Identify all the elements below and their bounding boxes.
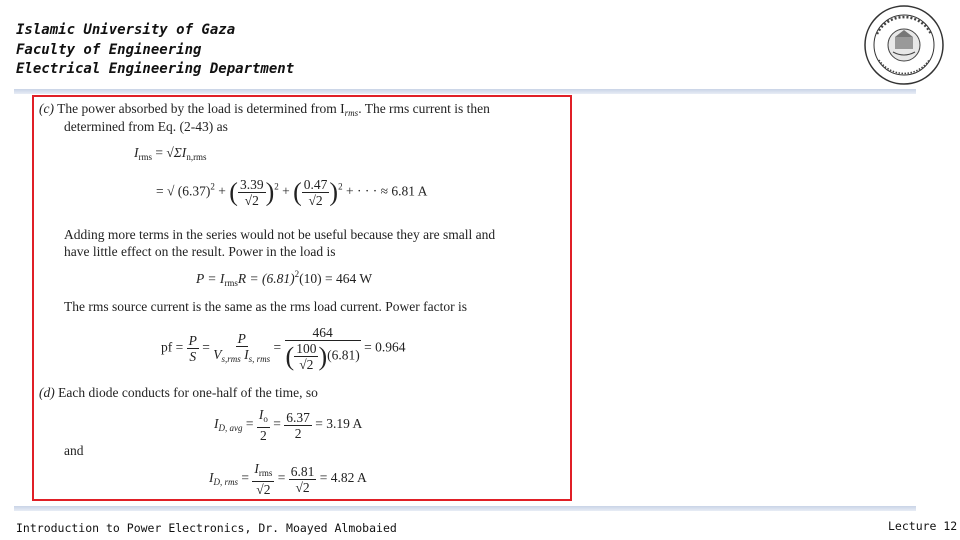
faculty-name: Faculty of Engineering — [16, 41, 202, 58]
institution-header — [16, 21, 294, 80]
paragraph-line2: have little effect on the result. Power in the load is — [64, 244, 336, 259]
equation-irms-value: = √ $(6.37)^2$ + ( $\frac{3.39}{√2}$ )$^2$ + ( $\frac{0.47}{√2}$ )$^2$ + · · · ≈ 6.81 A — [156, 177, 428, 208]
part-d-intro: (d) Each diode conducts for one-half of the time, so — [39, 385, 318, 400]
part-d-label: (d) — [39, 385, 55, 400]
course-title: Introduction to Power Electronics, Dr. Moayed Almobaied — [16, 521, 397, 535]
university-name: Islamic University of Gaza — [16, 22, 236, 38]
paragraph-line1: Adding more terms in the series would not be useful because they are small and — [64, 227, 496, 242]
connector-and: and — [64, 443, 84, 458]
equation-diode-average: $I_{D, avg}$ = $\frac{I_o}{2}$ = $\frac{6.37}{2}$ = 3.19 A — [214, 407, 363, 443]
footer-divider — [14, 506, 916, 511]
university-seal-logo — [863, 4, 945, 86]
equation-diode-rms: $I_{D, rms}$ = $\frac{I_{rms}}{√2}$ = $\frac{6.81}{√2}$ = 4.82 A — [209, 461, 367, 497]
equation-irms-definition: $I_{rms} = √\Sigma I_{n,rms}$ — [134, 145, 207, 162]
header-divider — [14, 89, 916, 94]
equation-power: $P = I_{rms}R = (6.81)^2(10) = 464$ W — [196, 269, 373, 288]
equation-power-factor: pf = $\frac{P}{S}$ = $\frac{P}{V_{s,rms} I_{s, rms}}$ = 464 ( $\frac{100}{√2}$ )(6.81) = 0.964 — [161, 325, 406, 372]
textbook-excerpt — [32, 95, 572, 501]
part-c-intro-line2: determined from Eq. (2-43) as — [64, 119, 228, 134]
lecture-number: Lecture 12 — [888, 519, 958, 533]
part-c-intro-line1: (c) The power absorbed by the load is determined from $I_{rms}$. The rms current is then — [39, 101, 490, 118]
part-c-label: (c) — [39, 101, 54, 116]
paragraph-line3: The rms source current is the same as the rms load current. Power factor is — [64, 299, 467, 314]
department-name: Electrical Engineering Department — [16, 61, 295, 77]
